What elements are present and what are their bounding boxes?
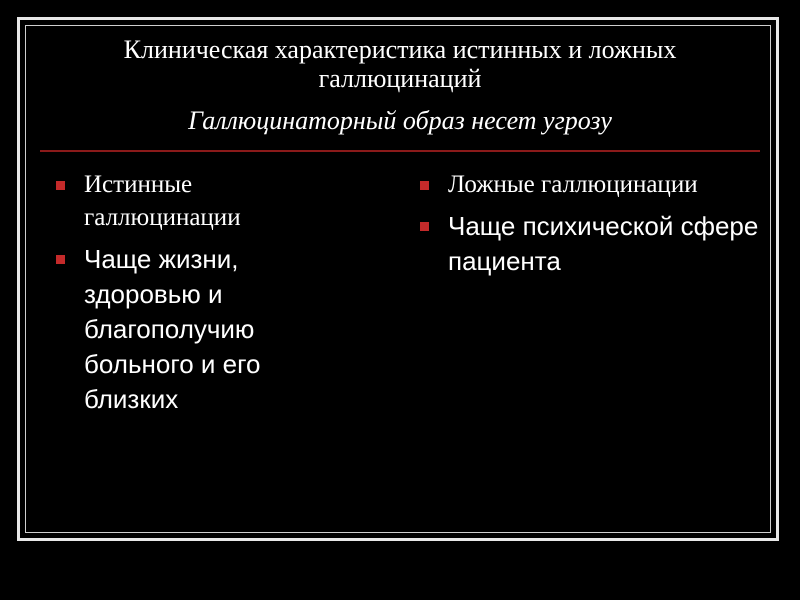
right-body-item	[414, 209, 759, 279]
right-heading-item	[414, 168, 759, 201]
left-column-heading: Истинные галлюцинации	[84, 171, 241, 231]
right-column-body: Чаще психической сфере пациента	[448, 211, 759, 276]
square-bullet-icon	[56, 181, 65, 190]
square-bullet-icon	[420, 222, 429, 231]
slide-title: Клиническая характеристика истинных и ложных галлюцинаций	[123, 35, 677, 93]
title-divider	[40, 150, 760, 152]
left-heading-item	[50, 168, 350, 234]
right-column-heading: Ложные галлюцинации	[448, 171, 698, 198]
left-column-body: Чаще жизни, здоровью и благополучию больного и его близких	[84, 244, 261, 414]
left-column	[50, 168, 350, 425]
right-column	[414, 168, 759, 287]
slide-subtitle: Галлюцинаторный образ несет угрозу	[188, 106, 612, 135]
square-bullet-icon	[420, 181, 429, 190]
square-bullet-icon	[56, 255, 65, 264]
left-body-item	[50, 242, 350, 417]
